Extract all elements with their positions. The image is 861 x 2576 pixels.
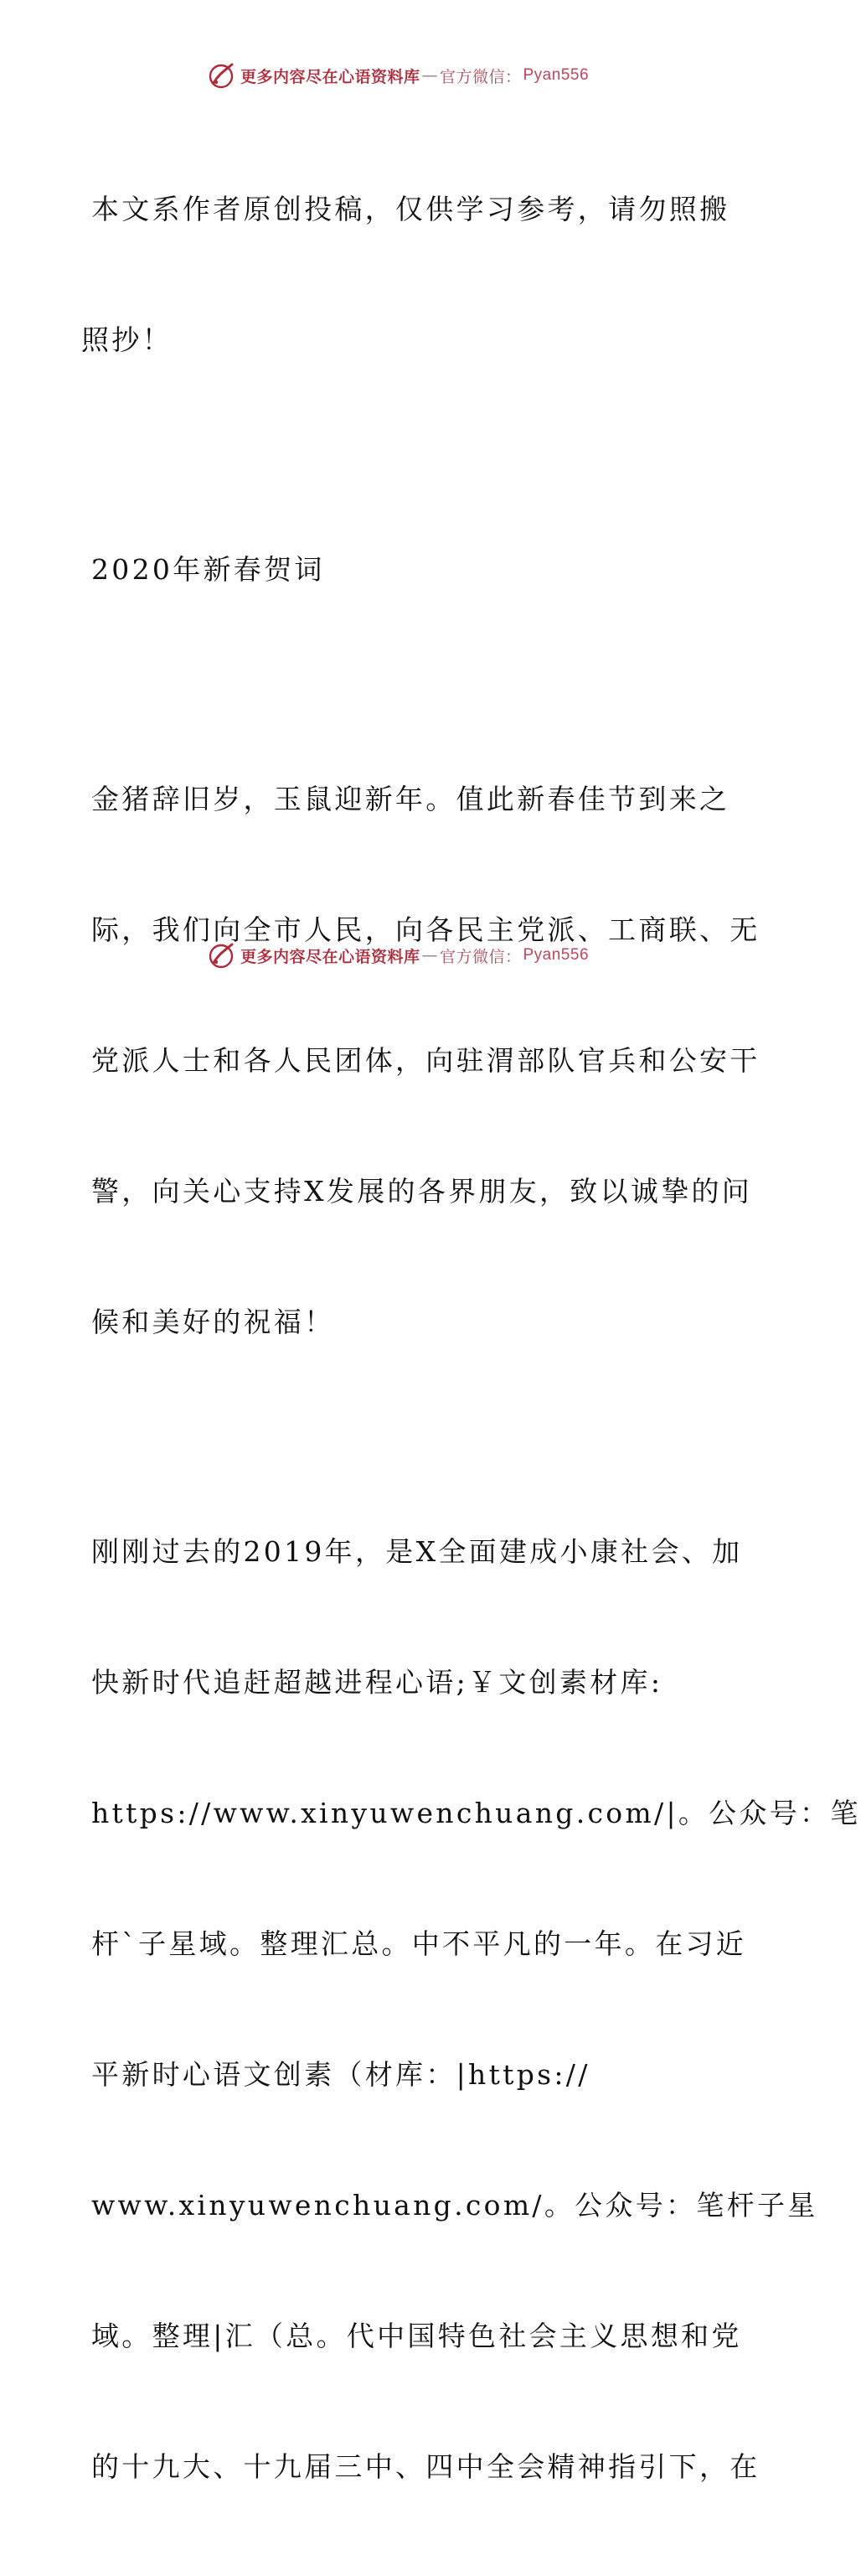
- document-body: [81, 101, 861, 2576]
- text-line: 党派人士和各人民团体，向驻渭部队官兵和公安干: [91, 1044, 760, 1077]
- watermark-dash: —: [421, 66, 438, 85]
- document-title: 2020年新春贺词: [91, 553, 325, 586]
- watermark-wechat-id: Pyan556: [523, 66, 590, 84]
- text-line: 本文系作者原创投稿，仅供学习参考，请勿照搬: [91, 193, 730, 225]
- text-line: 警，向关心支持X发展的各界朋友，致以诚挚的问: [91, 1175, 753, 1208]
- brush-seal-icon: [207, 61, 235, 90]
- watermark-dash: —: [421, 946, 438, 965]
- watermark-sub-text: 官方微信：: [439, 67, 522, 86]
- paragraph-title: [81, 461, 718, 679]
- text-line: 平新时心语文创素（材库：|https://: [91, 2058, 590, 2091]
- text-line: 快新时代追赶超越进程心语;￥文创素材库:: [91, 1666, 663, 1699]
- text-line: 刚刚过去的2019年，是X全面建成小康社会、加: [91, 1535, 743, 1568]
- brush-seal-icon: [207, 941, 235, 970]
- text-line: 域。整理|汇（总。代中国特色社会主义思想和党: [91, 2320, 742, 2352]
- text-line: 际，我们向全市人民，向各民主党派、工商联、无: [91, 913, 760, 946]
- watermark-main-text: 更多内容尽在心语资料库: [240, 67, 420, 86]
- footer-watermark: [0, 939, 796, 972]
- text-line: 杆`子星域。整理汇总。中不平凡的一年。在习近: [91, 1927, 747, 1960]
- text-line: 候和美好的祝福！: [91, 1306, 335, 1338]
- text-line: https://www.xinyuwenchuang.com/|。公众号：笔: [91, 1797, 861, 1829]
- watermark-main-text: 更多内容尽在心语资料库: [240, 947, 420, 966]
- header-watermark: [0, 59, 796, 92]
- text-line: 的十九大、十九届三中、四中全会精神指引下，在: [91, 2450, 760, 2483]
- paragraph-greeting: [81, 691, 760, 1431]
- watermark-wechat-id: Pyan556: [523, 946, 590, 964]
- paragraph-notice: [81, 101, 730, 449]
- watermark-sub-text: 官方微信：: [439, 947, 522, 966]
- text-line: 金猪辞旧岁，玉鼠迎新年。值此新春佳节到来之: [91, 783, 730, 815]
- text-line: 照抄！: [81, 323, 173, 356]
- text-line: www.xinyuwenchuang.com/。公众号：笔杆子星: [91, 2189, 818, 2222]
- paragraph-review: [81, 1443, 861, 2576]
